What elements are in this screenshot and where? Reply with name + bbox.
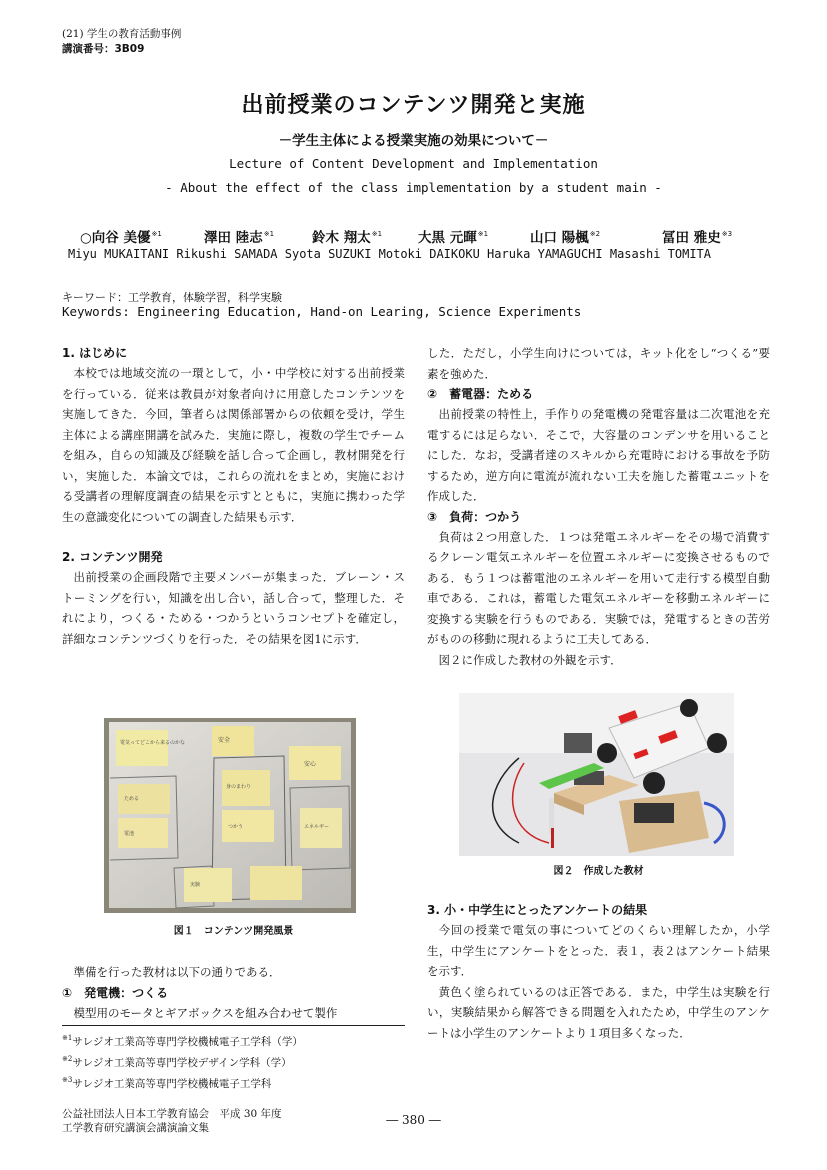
right-column [427, 343, 770, 670]
footer-organization: 公益社団法人日本工学教育協会 平成 30 年度 [62, 1108, 282, 1120]
authors-japanese [0, 226, 827, 244]
keywords-japanese: キーワード：工学教育，体験学習，科学実験 [62, 291, 282, 304]
sticky-note-5: ためる [124, 796, 140, 802]
sticky-note-9: 実験 [190, 882, 201, 888]
sticky-note-2: 安全 [218, 737, 231, 744]
left-column [62, 343, 405, 649]
lecture-number: 講演番号：3B09 [62, 43, 145, 55]
figure-1-caption: 図１ コンテンツ開発風景 [173, 926, 294, 937]
item-2-heading: ② 蓄電器：ためる [427, 387, 534, 401]
keywords-english: Keywords: Engineering Education, Hand-on Learing, Science Experiments [62, 304, 582, 319]
footer-proceedings: 工学教育研究講演会講演論文集 [62, 1122, 209, 1134]
item-1-heading: ① 発電機：つくる [62, 985, 169, 1000]
left-column-continued [62, 962, 405, 1023]
materials-intro: 準備を行った教材は以下の通りである． [73, 965, 281, 979]
section-3-heading: 3. 小・中学生にとったアンケートの結果 [427, 903, 648, 917]
sticky-note-3: 身のまわり [226, 784, 252, 790]
author-6: 冨田 雅史$^{※3}$ [662, 230, 733, 246]
authors-english: Miyu MUKAITANI Rikushi SAMADA Syota SUZUKI Motoki DAIKOKU Haruka YAMAGUCHI Masashi TOMITA [68, 247, 711, 261]
subtitle-english-1: Lecture of Content Development and Implementation [229, 156, 598, 171]
footnote-3: $^{※3}$サレジオ工業高等専門学校機械電子工学科 [62, 1076, 272, 1090]
footnote-rule [62, 1025, 405, 1026]
section-1-body: 本校では地域交流の一環として，小・中学校に対する出前授業を行っている．従来は教員が対象者向けに用意したコンテンツを実施してきた．今回，筆者らは関係部署からの依頼を受け，学生主体による講座開講を試みた．実施に際し，複数の学生でチームを組み，自らの知識及び経験を話し合って企画し，教材開発を行い，実施した．本論文では，これらの流れをまとめ，実施における受講者の理解度調査の結果を示すとともに，実施に携わった学生の意識変化についての調査した結果も示す． [62, 366, 405, 524]
figure-2-caption: 図２ 作成した教材 [553, 866, 644, 877]
subtitle-english-2: - About the effect of the class implementation by a student main - [165, 180, 662, 195]
sticky-note-7: つかう [228, 824, 244, 830]
author-2: 澤田 陸志$^{※1}$ [204, 230, 275, 246]
item-3-body: 負荷は２つ用意した．１つは発電エネルギーをその場で消費するクレーン電気エネルギーを位置エネルギーに変換させるものである．もう１つは蓄電池のエネルギーを用いて走行する模型自動車である．これは，蓄電した電気エネルギーを移動エネルギーに変換する実験を行うものである．実験では，発電するときの苦労がものの移動に現れるように工夫してある． [427, 529, 770, 646]
brainstorm-photo [104, 718, 356, 913]
section-1-heading: 1. はじめに [62, 346, 128, 360]
figure-1-photo [104, 718, 356, 913]
subtitle-japanese: －学生主体による授業実施の効果について－ [278, 133, 549, 149]
sticky-note-6: 電池 [124, 831, 135, 837]
footnote-2: $^{※2}$サレジオ工業高等専門学校デザイン学科（学） [62, 1055, 292, 1069]
conference-series: (21) 学生の教育活動事例 [62, 28, 182, 40]
sticky-note-4: 安心 [304, 761, 317, 768]
section-2-body: 出前授業の企画段階で主要メンバーが集まった．ブレーン・ストーミングを行い，知識を出し合い，話し合って，整理した．それにより，つくる・ためる・つかうというコンセプトを確定し，詳細なコンテンツづくりを行った．その結果を図1に示す． [62, 570, 405, 646]
section-3-body-2: 黄色く塗られているのは正答である．また，中学生は実験を行い，実験結果から解答できる問題を入れたため，中学生のアンケートは小学生のアンケートより１項目多くなった． [427, 984, 770, 1040]
teaching-materials-photo [459, 693, 734, 856]
sticky-note-1: 電気ってどこから来るのかな [120, 740, 186, 746]
sticky-note-8: エネルギー [304, 824, 330, 830]
item-3-heading: ③ 負荷：つかう [427, 509, 522, 524]
figure-2-intro: 図２に作成した教材の外観を示す． [438, 652, 622, 667]
author-1: ○向谷 美優$^{※1}$ [80, 230, 162, 246]
author-3: 鈴木 翔太$^{※1}$ [312, 230, 383, 246]
page-title: 出前授業のコンテンツ開発と実施 [241, 93, 586, 118]
page-number: ― 380 ― [386, 1113, 441, 1127]
footnote-1: $^{※1}$サレジオ工業高等専門学校機械電子工学科（学） [62, 1034, 303, 1048]
item-1-continued: した．ただし，小学生向けについては，キット化をし“つくる”要素を強めた． [427, 346, 770, 381]
item-2-body: 出前授業の特性上，手作りの発電機の発電容量は二次電池を充電するには足らない．そこで，大容量のコンデンサを用いることにした．なお，受講者達のスキルから充電時における事故を予防するため，逆方向に電流が流れない工夫を施した蓄電ユニットを作成した． [427, 407, 770, 503]
item-1-body: 模型用のモータとギアボックスを組み合わせて製作 [73, 1005, 338, 1020]
figure-2-photo [459, 693, 734, 856]
author-4: 大黒 元暉$^{※1}$ [418, 230, 489, 246]
author-5: 山口 陽楓$^{※2}$ [530, 230, 601, 246]
section-2-heading: 2. コンテンツ開発 [62, 550, 163, 564]
section-3-body-1: 今回の授業で電気の事についてどのくらい理解したか，小学生，中学生にアンケートをとった．表１，表２はアンケート結果を示す． [427, 923, 770, 978]
section-3 [427, 900, 770, 1043]
